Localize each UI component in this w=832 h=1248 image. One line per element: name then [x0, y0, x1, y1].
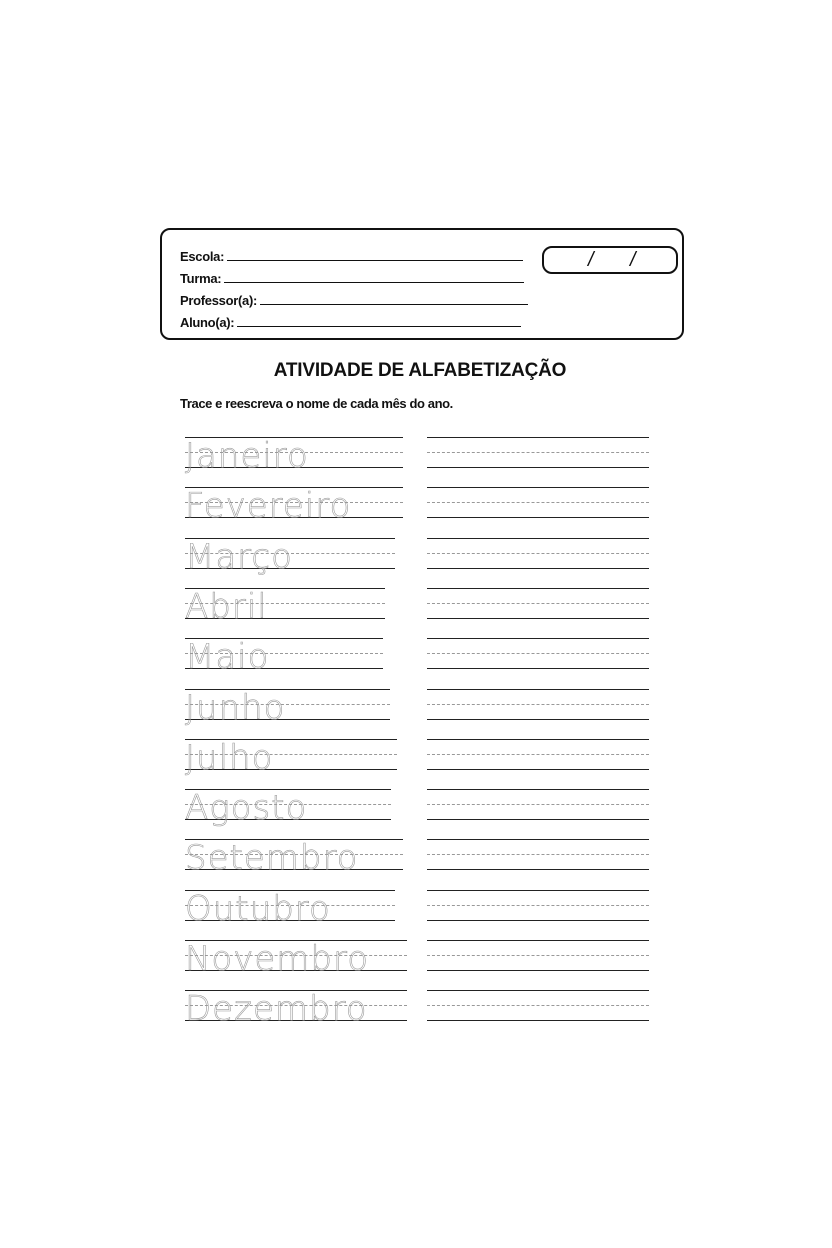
trace-word-maio: Maio — [185, 637, 270, 678]
date-separator-1: / — [588, 249, 594, 271]
rewrite-base-line[interactable] — [427, 1020, 649, 1021]
student-line[interactable] — [237, 326, 521, 327]
rewrite-base-line[interactable] — [427, 618, 649, 619]
rewrite-mid-line[interactable] — [427, 905, 649, 906]
rewrite-mid-line[interactable] — [427, 452, 649, 453]
rewrite-base-line[interactable] — [427, 920, 649, 921]
rewrite-top-line[interactable] — [427, 940, 649, 941]
teacher-field[interactable] — [180, 288, 528, 308]
school-line[interactable] — [227, 260, 523, 261]
trace-word-julho: Julho — [185, 737, 274, 778]
rewrite-mid-line[interactable] — [427, 1005, 649, 1006]
trace-word-outubro: Outubro — [185, 888, 331, 929]
rewrite-top-line[interactable] — [427, 890, 649, 891]
rewrite-mid-line[interactable] — [427, 704, 649, 705]
page-title: ATIVIDADE DE ALFABETIZAÇÃO — [273, 360, 567, 381]
trace-word-novembro: Novembro — [185, 939, 370, 979]
class-label: Turma: — [180, 271, 222, 286]
date-separator-2: / — [630, 249, 636, 271]
rewrite-top-line[interactable] — [427, 789, 649, 790]
rewrite-top-line[interactable] — [427, 538, 649, 539]
rewrite-top-line[interactable] — [427, 739, 649, 740]
rewrite-base-line[interactable] — [427, 719, 649, 720]
rewrite-top-line[interactable] — [427, 990, 649, 991]
student-label: Aluno(a): — [180, 315, 235, 330]
date-box[interactable] — [542, 246, 678, 274]
rewrite-base-line[interactable] — [427, 869, 649, 870]
trace-word-setembro: Setembro — [185, 838, 359, 879]
rewrite-top-line[interactable] — [427, 588, 649, 589]
rewrite-mid-line[interactable] — [427, 653, 649, 654]
trace-word-dezembro: Dezembro — [185, 989, 368, 1030]
trace-word-abril: Abril — [185, 586, 268, 627]
trace-word-junho: Junho — [185, 687, 286, 728]
class-field[interactable] — [180, 266, 524, 286]
trace-word-fevereiro: Fevereiro — [185, 486, 352, 527]
rewrite-top-line[interactable] — [427, 638, 649, 639]
rewrite-mid-line[interactable] — [427, 502, 649, 503]
school-field[interactable] — [180, 244, 523, 264]
class-line[interactable] — [224, 282, 524, 283]
rewrite-mid-line[interactable] — [427, 854, 649, 855]
rewrite-top-line[interactable] — [427, 437, 649, 438]
teacher-line[interactable] — [260, 304, 528, 305]
rewrite-mid-line[interactable] — [427, 804, 649, 805]
rewrite-base-line[interactable] — [427, 668, 649, 669]
rewrite-base-line[interactable] — [427, 467, 649, 468]
teacher-label: Professor(a): — [180, 293, 258, 308]
instruction-text: Trace e reescreva o nome de cada mês do ano. — [180, 396, 453, 411]
rewrite-mid-line[interactable] — [427, 603, 649, 604]
trace-word-agosto: Agosto — [185, 788, 308, 829]
rewrite-mid-line[interactable] — [427, 553, 649, 554]
student-field[interactable] — [180, 310, 521, 330]
rewrite-mid-line[interactable] — [427, 955, 649, 956]
school-label: Escola: — [180, 249, 225, 264]
identification-box — [160, 228, 684, 340]
rewrite-base-line[interactable] — [427, 819, 649, 820]
rewrite-mid-line[interactable] — [427, 754, 649, 755]
rewrite-top-line[interactable] — [427, 839, 649, 840]
trace-word-março: Março — [185, 536, 293, 577]
rewrite-base-line[interactable] — [427, 517, 649, 518]
rewrite-base-line[interactable] — [427, 568, 649, 569]
rewrite-top-line[interactable] — [427, 689, 649, 690]
trace-word-janeiro: Janeiro — [185, 436, 309, 476]
rewrite-base-line[interactable] — [427, 970, 649, 971]
rewrite-top-line[interactable] — [427, 487, 649, 488]
rewrite-base-line[interactable] — [427, 769, 649, 770]
